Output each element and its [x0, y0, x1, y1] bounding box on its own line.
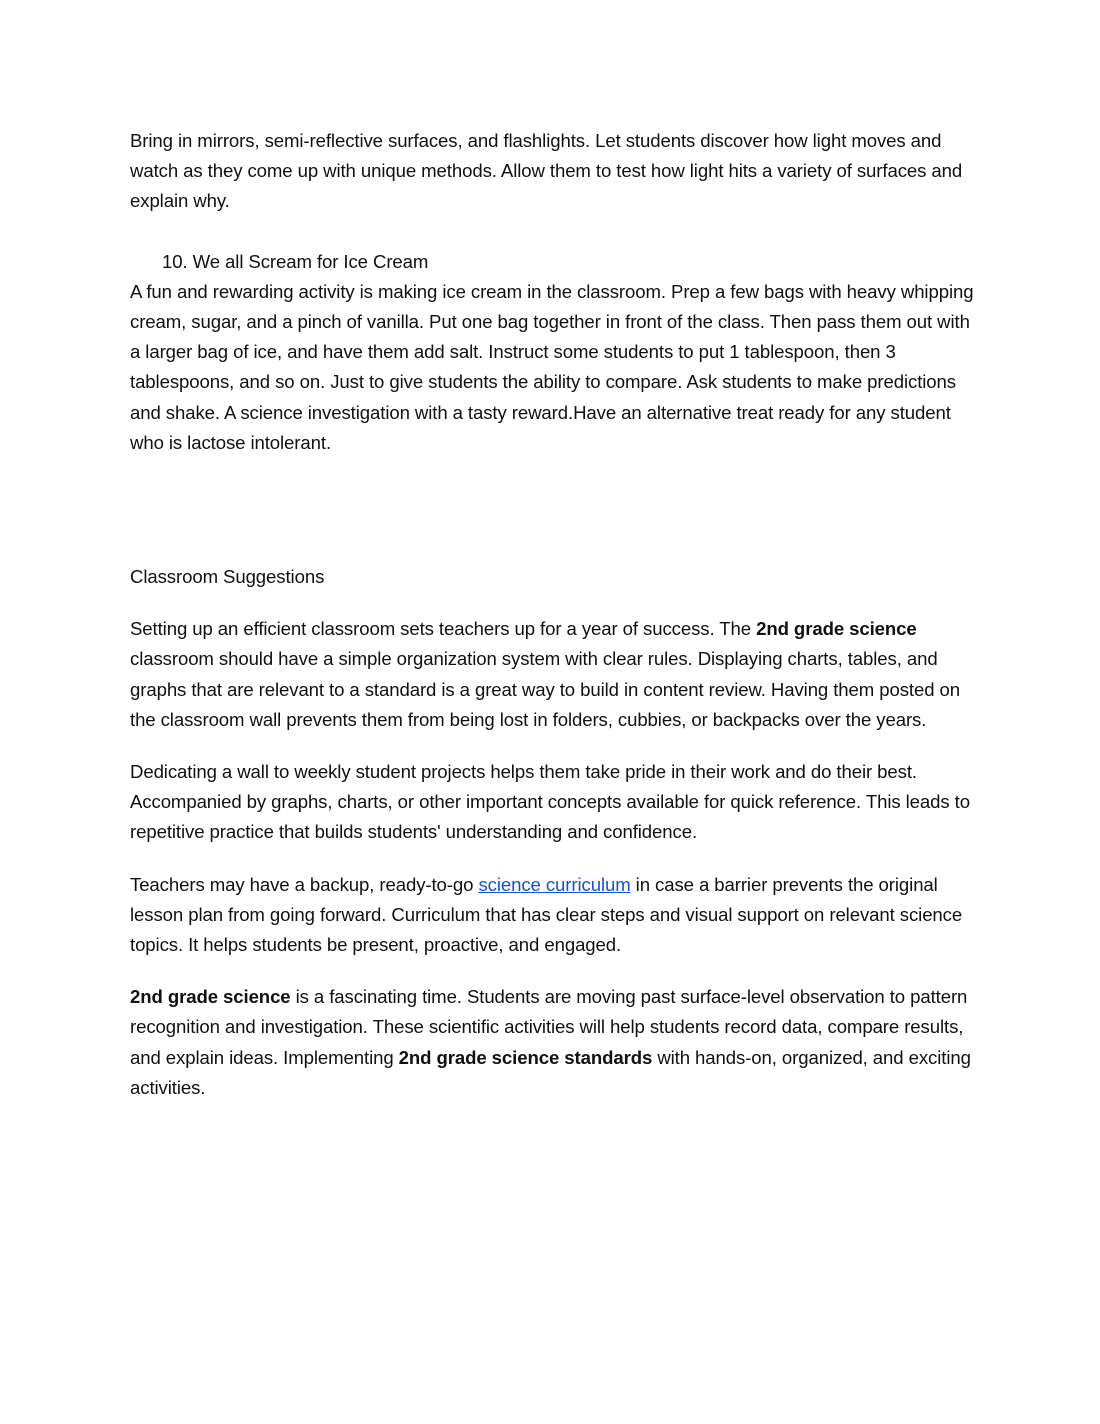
intro-paragraph: Bring in mirrors, semi-reflective surfaces, and flashlights. Let students discover how light moves and watch as they come up with unique methods. Allow them to test how light hits a variety of surfaces and explain why.: [130, 130, 963, 212]
paragraph-text: is a fascinating time. Students are moving past surface-level observation to pattern recognition and investigation. These scientific activities will help students record data, compare results, and explain ideas. Implementing: [130, 986, 968, 1068]
bold-keyword: 2nd grade science: [130, 986, 291, 1008]
paragraph-text: in case a barrier prevents the original lesson plan from going forward. Curriculum that has clear steps and visual support on relevant science topics. It helps students be present, proactive, and engaged.: [130, 873, 963, 956]
paragraph-text: with hands-on, organized, and exciting activities.: [130, 1046, 971, 1098]
ice-cream-paragraph: A fun and rewarding activity is making ice cream in the classroom. Prep a few bags with heavy whipping cream, sugar, and a pinch of vanilla. Put one bag together in front of the class. Then pass them out with a larger bag of ice, and have them add salt. Instruct some students to put 1 tablespoon, then 3 tablespoons, and so on. Just to give students the ability to compare. Ask students to make predictions and shake. A science investigation with a tasty reward.Have an alternative treat ready for any student who is lactose intolerant.: [130, 280, 974, 453]
paragraph-text: Setting up an efficient classroom sets teachers up for a year of success. The: [130, 618, 757, 640]
science-curriculum-link[interactable]: science curriculum: [478, 873, 631, 895]
classroom-setup-paragraph: [130, 614, 975, 735]
student-projects-paragraph: Dedicating a wall to weekly student projects helps them take pride in their work and do their best. Accompanied by graphs, charts, or other important concepts available for quick reference. This leads to repetitive practice that builds students' understanding and confidence.: [130, 761, 970, 843]
list-item-number: 10.: [162, 250, 188, 272]
list-item-title: We all Scream for Ice Cream: [192, 250, 429, 272]
document-page: [130, 126, 975, 1125]
paragraph-text: Teachers may have a backup, ready-to-go: [130, 873, 479, 895]
paragraph-text: classroom should have a simple organization system with clear rules. Displaying charts, tables, and graphs that are relevant to a standard is a great way to build in content review. Having them posted on the classroom wall prevents them from being lost in folders, cubbies, or backpacks over the years.: [130, 648, 961, 730]
list-item-heading: [130, 247, 975, 277]
conclusion-paragraph: [130, 982, 975, 1103]
section-heading: Classroom Suggestions: [130, 566, 325, 588]
backup-curriculum-paragraph: [130, 870, 975, 961]
bold-keyword: 2nd grade science standards: [398, 1046, 653, 1068]
bold-keyword: 2nd grade science: [756, 618, 917, 640]
